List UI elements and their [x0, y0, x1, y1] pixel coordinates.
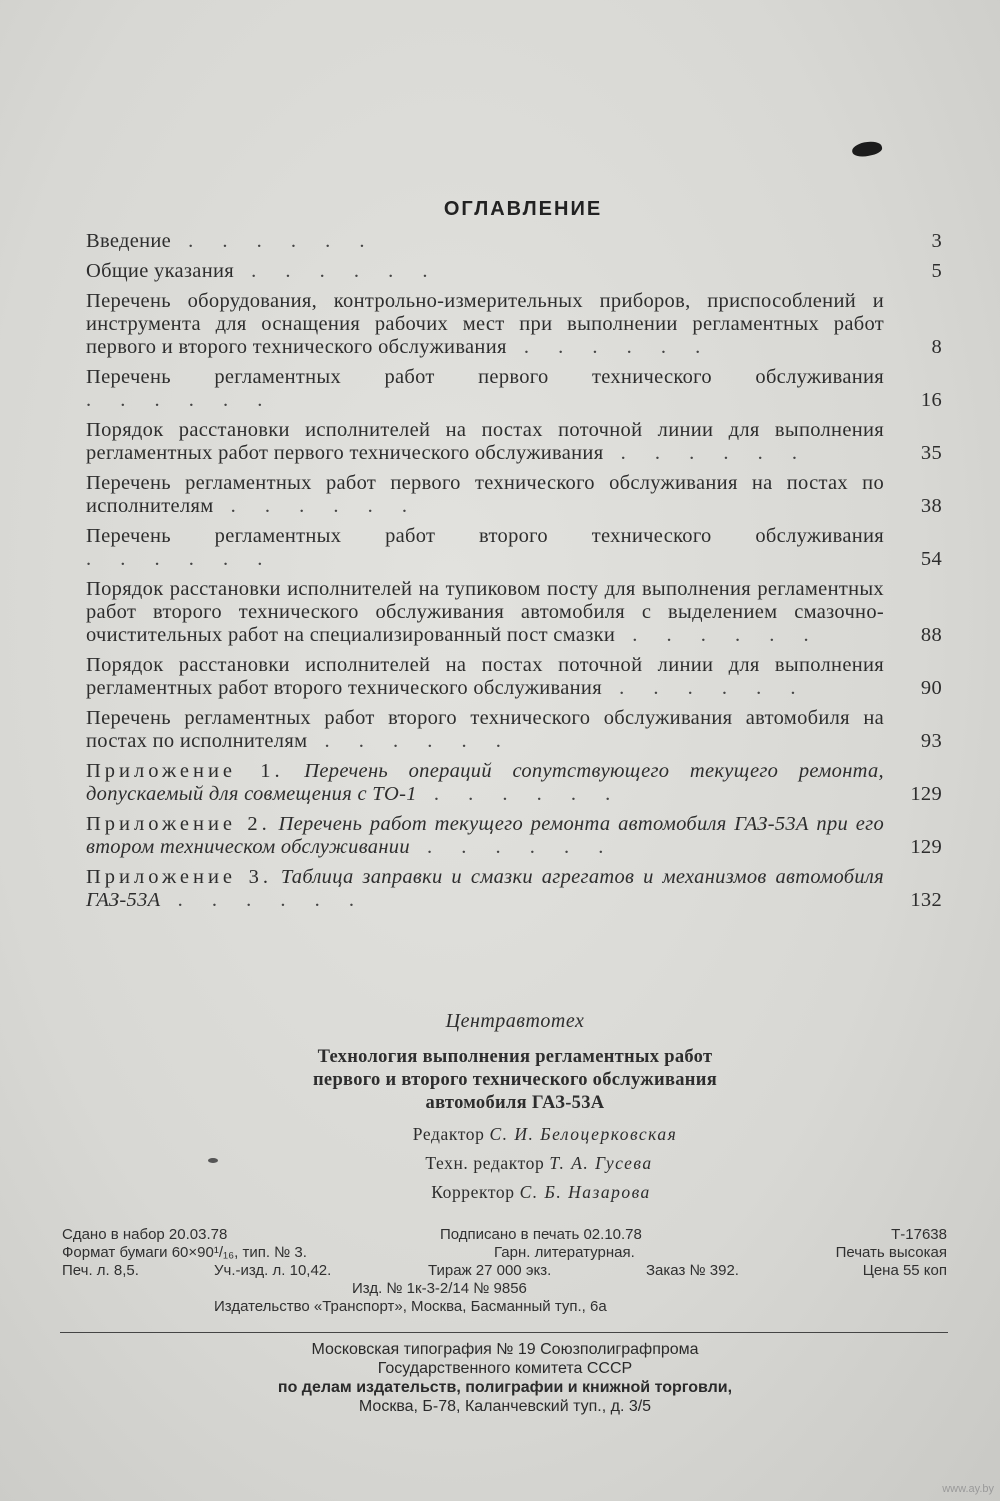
printer-line: Московская типография № 19 Союзполиграфпрома: [311, 1341, 699, 1358]
toc-entry-text: [86, 760, 884, 806]
table-of-contents: [86, 230, 942, 919]
dot-leader: . . . . . .: [233, 260, 440, 282]
toc-entry: [86, 290, 942, 359]
appendix-label: Приложение 3.: [86, 866, 272, 888]
toc-entry-title: Таблица заправки и смазки агрегатов и механизмов автомобиля ГАЗ-53А: [86, 866, 884, 911]
imprint-row: [62, 1298, 947, 1316]
dot-leader: . . . . . .: [213, 495, 419, 517]
toc-entry-title: Общие указания: [86, 260, 234, 282]
toc-entry-title: Перечень операций сопутствующего текущего ремонта, допускаемый для совмещения с ТО-1: [86, 760, 884, 805]
toc-page-number: 3: [931, 230, 942, 252]
imprint-row: [62, 1244, 947, 1262]
print-type: Печать высокая: [835, 1244, 947, 1261]
toc-page-number: 129: [910, 836, 942, 858]
paper-format: Формат бумаги 60×90¹/₁₆, тип. № 3.: [62, 1244, 307, 1261]
publisher-name: Центравтотех: [445, 1010, 585, 1032]
toc-entry-text: [86, 578, 884, 647]
publisher-sheets: Уч.-изд. л. 10,42.: [214, 1262, 332, 1279]
book-title-line: Технология выполнения регламентных работ: [317, 1047, 713, 1067]
editor-name: С. И. Белоцерковская: [489, 1124, 678, 1144]
toc-page-number: 35: [920, 442, 942, 464]
toc-entry-text: [86, 260, 884, 283]
toc-title: ОГЛАВЛЕНИЕ: [443, 198, 603, 220]
ink-spot: [851, 139, 883, 159]
toc-entry-title: Перечень регламентных работ второго технического обслуживания: [86, 525, 884, 547]
typeface: Гарн. литературная.: [494, 1244, 635, 1261]
toc-entry: [86, 866, 942, 912]
toc-entry: [86, 525, 942, 571]
print-sheets: Печ. л. 8,5.: [62, 1262, 139, 1279]
tech-editor-name: Т. А. Гусева: [549, 1153, 653, 1173]
print-run: Тираж 27 000 экз.: [428, 1262, 552, 1279]
dot-leader: . . . . . .: [86, 389, 275, 411]
edition-number: Изд. № 1к-3-2/14 № 9856: [352, 1280, 527, 1297]
toc-entry-text: [86, 654, 884, 700]
book-title: [0, 1046, 1000, 1115]
imprint-row: [62, 1280, 947, 1298]
toc-entry-title: Перечень регламентных работ второго технического обслуживания автомобиля на постах по исполнителям: [86, 707, 884, 752]
toc-entry: [86, 260, 942, 283]
printer-line: Государственного комитета СССР: [377, 1360, 633, 1377]
tech-editor-credit: [24, 1153, 1000, 1174]
corrector-credit: [26, 1182, 1000, 1203]
toc-entry: [86, 472, 942, 518]
book-title-line: первого и второго технического обслуживания: [312, 1070, 718, 1090]
toc-page-number: 38: [920, 495, 942, 517]
order-number: Заказ № 392.: [646, 1262, 739, 1279]
toc-entry-text: [86, 230, 884, 253]
editor-credit: [30, 1124, 1000, 1145]
toc-entry-text: [86, 419, 884, 465]
dot-leader: . . . . . .: [307, 730, 513, 752]
book-title-line: автомобиля ГАЗ-53А: [425, 1093, 605, 1113]
toc-entry-title: Перечень регламентных работ первого технического обслуживания на постах по исполнителям: [86, 472, 884, 517]
typeset-date: Сдано в набор 20.03.78: [62, 1226, 228, 1243]
toc-page-number: 16: [920, 389, 942, 411]
imprint-divider: [60, 1332, 948, 1333]
toc-page-number: 90: [920, 677, 942, 699]
publisher-address: Издательство «Транспорт», Москва, Басманный туп., 6а: [214, 1298, 607, 1315]
dot-leader: . . . . . .: [171, 230, 377, 252]
toc-entry: [86, 578, 942, 647]
toc-entry-text: [86, 813, 884, 859]
toc-page-number: 132: [910, 889, 942, 911]
dot-leader: . . . . . .: [86, 548, 275, 570]
toc-entry-title: Порядок расстановки исполнителей на постах поточной линии для выполнения регламентных работ второго технического обслуживания: [86, 654, 884, 699]
dot-leader: . . . . . .: [160, 889, 366, 911]
toc-page-number: 54: [920, 548, 942, 570]
toc-entry-text: [86, 290, 884, 359]
toc-entry: [86, 813, 942, 859]
printer-line: Москва, Б-78, Каланчевский туп., д. 3/5: [358, 1398, 652, 1415]
toc-entry: [86, 419, 942, 465]
toc-page-number: 129: [910, 783, 942, 805]
toc-entry-text: [86, 472, 884, 518]
toc-entry-text: [86, 525, 884, 571]
dot-leader: . . . . . .: [601, 677, 808, 699]
toc-page-number: 5: [931, 260, 942, 282]
printer-info: [0, 1340, 1000, 1416]
appendix-label: Приложение 2.: [86, 813, 271, 835]
dot-leader: . . . . . .: [603, 442, 809, 464]
toc-page-number: 93: [920, 730, 942, 752]
toc-entry: [86, 760, 942, 806]
toc-entry-text: [86, 366, 884, 412]
imprint-row: [62, 1226, 947, 1244]
toc-entry: [86, 707, 942, 753]
toc-entry: [86, 654, 942, 700]
corrector-role: Корректор: [431, 1182, 515, 1202]
toc-entry: [86, 366, 942, 412]
catalog-code: Т-17638: [891, 1226, 947, 1243]
toc-entry-title: Порядок расстановки исполнителей на тупиковом посту для выполнения регламентных работ второго технического обслуживания автомобиля с выделением смазочно-очистительных работ на специализированный пост смазки: [86, 578, 884, 646]
toc-page-number: 88: [920, 624, 942, 646]
toc-page-number: 8: [931, 336, 942, 358]
dot-leader: . . . . . .: [409, 836, 616, 858]
appendix-label: Приложение 1.: [86, 760, 284, 782]
imprint: [62, 1226, 947, 1316]
toc-entry-text: [86, 866, 884, 912]
toc-entry-title: Порядок расстановки исполнителей на постах поточной линии для выполнения регламентных работ первого технического обслуживания: [86, 419, 884, 464]
dot-leader: . . . . . .: [615, 624, 821, 646]
imprint-row: [62, 1262, 947, 1280]
dot-leader: . . . . . .: [506, 336, 713, 358]
tech-editor-role: Техн. редактор: [425, 1153, 545, 1173]
toc-entry-title: Перечень регламентных работ первого технического обслуживания: [86, 366, 884, 388]
dot-leader: . . . . . .: [416, 783, 623, 805]
signed-date: Подписано в печать 02.10.78: [440, 1226, 642, 1243]
toc-entry: [86, 230, 942, 253]
toc-entry-text: [86, 707, 884, 753]
editor-role: Редактор: [412, 1124, 485, 1144]
watermark: www.ay.by: [942, 1483, 994, 1495]
toc-entry-title: Перечень работ текущего ремонта автомобиля ГАЗ-53А при его втором техническом обслуживании: [86, 813, 884, 858]
printer-line: по делам издательств, полиграфии и книжной торговли,: [277, 1379, 733, 1396]
toc-entry-title: Введение: [86, 230, 172, 252]
corrector-name: С. Б. Назарова: [519, 1182, 651, 1202]
price: Цена 55 коп: [862, 1262, 947, 1279]
toc-entry-title: Перечень оборудования, контрольно-измерительных приборов, приспособлений и инструмента для оснащения рабочих мест при выполнении регламентных работ первого и второго технического обслуживания: [86, 290, 884, 358]
